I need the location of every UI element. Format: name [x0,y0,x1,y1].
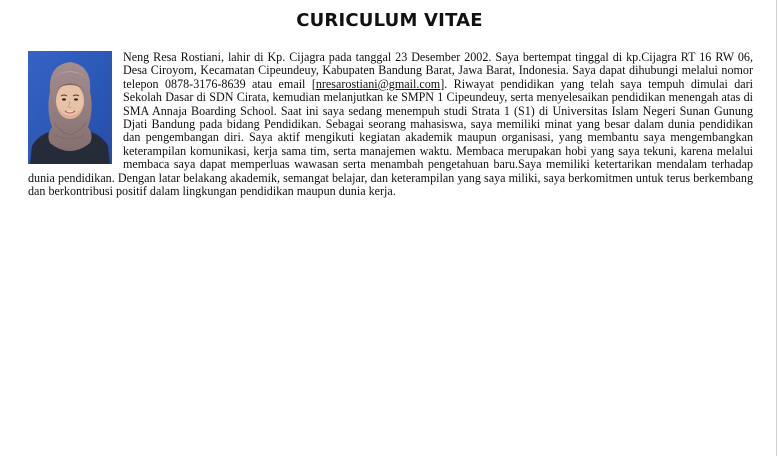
email-link[interactable]: nresarostiani@gmail.com [315,76,441,91]
profile-photo [28,51,112,164]
biography-section [28,51,753,198]
page-edge-divider [776,0,777,456]
document-title: CURICULUM VITAE [296,10,483,31]
biography-text-start: Neng Resa Rostiani, lahir di Kp. Cijagra pada tanggal 23 Desember 2002. Saya bertempat tinggal di kp.Cijagra RT 16 RW 06, Desa Ciroyom, Kecamatan Cipeundeuy, Kabupaten Bandung Barat, Jawa Barat, Indonesia. Saya dapat dihubungi melalui nomor telepon 0878-3176-8639 atau email [ [123,50,753,91]
biography-text-end: ]. Riwayat pendidikan yang telah saya tempuh dimulai dari Sekolah Dasar di SDN Cirata, kemudian melanjutkan ke SMPN 1 Cipeundeuy, serta menyelesaikan pendidikan menengah atas di SMA Annaja Boarding School. Saat ini saya sedang menempuh studi Strata 1 (S1) di Universitas Islam Negeri Sunan Gunung Djati Bandung pada bidang Pendidikan. Sebagai seorang mahasiswa, saya memiliki minat yang besar dalam dunia pendidikan dan pengembangan diri. Saya aktif mengikuti kegiatan akademik maupun organisasi, yang membantu saya mengembangkan keterampilan komunikasi, kerja sama tim, serta manajemen waktu. Membaca merupakan hobi yang saya tekuni, karena melalui membaca saya dapat memperluas wawasan serta menambah pengetahuan baru.Saya memiliki ketertarikan mendalam terhadap dunia pendidikan. Dengan latar belakang akademik, semangat belajar, dan keterampilan yang saya miliki, saya berkomitmen untuk terus berkembang dan berkontribusi positif dalam lingkungan pendidikan maupun dunia kerja. [28,76,754,199]
